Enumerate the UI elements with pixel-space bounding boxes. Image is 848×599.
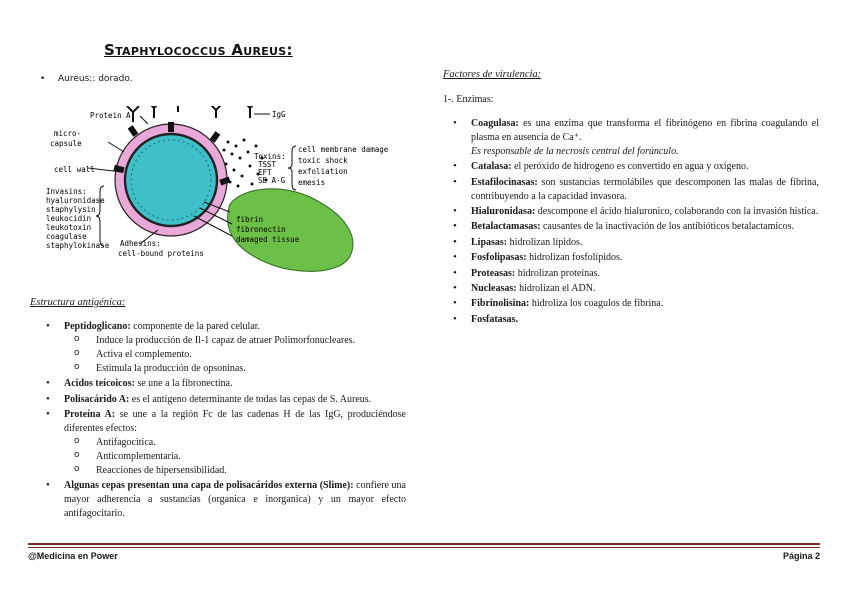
list-item — [453, 251, 819, 265]
term: Betalactamasas: — [471, 221, 541, 233]
italic-note: Es responsable de la necrosis central del forúnculo. — [471, 145, 679, 157]
label-toxins-2: EFT — [258, 168, 272, 177]
footer-page-number: Página 2 — [782, 551, 820, 561]
label-toxins-3: SE A-G — [258, 176, 286, 185]
term: Nucleasas: — [471, 282, 517, 294]
label-protein-a: Protein A — [90, 111, 131, 120]
staphylococcus-diagram — [44, 106, 400, 282]
label-invasins-3: leukocidin — [46, 214, 92, 223]
label-fibrin-2: damaged tissue — [236, 235, 300, 244]
term: Proteasas: — [471, 267, 516, 279]
definition: se une a la región Fc de las cadenas H de las IgG, produciéndose diferentes efectos: — [64, 408, 406, 434]
term: Hialuronidasa: — [471, 205, 536, 217]
cell-wall — [125, 134, 217, 226]
sub-list — [64, 436, 406, 478]
term: Peptidoglicano: — [64, 321, 131, 332]
definition: hidrolizan lípidos. — [507, 236, 583, 248]
sub-list-item: o Activa el complemento. — [64, 348, 406, 362]
list-item — [453, 220, 819, 234]
definition: es el antígeno determinante de todas las cepas de S. Aureus. — [129, 393, 372, 405]
term: Fosfolipasas: — [471, 252, 527, 264]
definition: hidrolizan fosfolípidos. — [526, 252, 623, 264]
term: Coagulasa: — [471, 118, 519, 129]
intro-bullet-text: Aureus:: dorado. — [58, 74, 133, 84]
sub-list-item: o Anticomplementaria. — [64, 450, 406, 464]
enzimas-subheading: 1-. Enzimas: — [443, 94, 494, 105]
term: Lipasas: — [471, 236, 508, 248]
list-item — [46, 408, 406, 478]
list-item — [453, 176, 819, 204]
term: Polisacárido A: — [64, 393, 130, 405]
definition: hidroliza los coagulos de fibrina. — [529, 298, 664, 310]
label-effects-2: exfoliation — [298, 167, 348, 176]
term: Algunas cepas presentan una capa de polisacáridos externa (Slime): — [64, 479, 354, 491]
definition: confiere una mayor adherencia a sustancias (organica e inorganica) y un mayor efecto antifagocitario. — [64, 479, 406, 519]
list-item — [453, 267, 819, 281]
definition: son sustancias termolábiles que descomponen las malas de fibrina, contribuyendo a la capacidad invasora. — [471, 176, 819, 202]
label-adhesins-1: cell-bound proteins — [118, 249, 204, 258]
label-invasins-4: leukotoxin — [46, 223, 92, 232]
label-invasins-5: coagulase — [46, 232, 87, 241]
term: Catalasa: — [471, 161, 512, 173]
sub-list — [64, 334, 406, 376]
bullet-dot: • — [40, 74, 46, 84]
term: Fibrinolisina: — [471, 298, 530, 310]
definition: descompone el ácido hialuronico, colaborando con la invasión histica. — [535, 205, 819, 217]
list-item — [46, 393, 406, 407]
list-item — [453, 117, 819, 159]
enzimas-list — [453, 117, 819, 328]
definition: es una enzima que transforma el fibrinógeno en fibrina coagulando el plasma en ausencia de Ca⁺. — [471, 118, 819, 143]
definition: hidrolizan proteínas. — [515, 267, 600, 279]
label-fibrin-1: fibronectin — [236, 225, 286, 234]
term: Acidos teícoicos: — [64, 378, 135, 390]
label-effects-0: cell membrane damage — [298, 145, 389, 154]
label-effects-1: toxic shock — [298, 156, 348, 165]
label-invasins-1: hyaluronidase — [46, 196, 105, 205]
definition: causantes de la inactivación de los antibióticos betalactamicos. — [540, 221, 794, 233]
label-toxins-1: TSST — [258, 160, 277, 169]
footer-author: @Medicina en Power — [28, 551, 118, 561]
term: Fosfatasas. — [471, 313, 518, 325]
list-item — [46, 320, 406, 376]
label-toxins-0: Toxins: — [254, 152, 286, 161]
label-invasins-2: staphylysin — [46, 205, 96, 214]
list-item — [453, 236, 819, 250]
label-microcapsule-2: capsule — [50, 139, 82, 148]
term: Proteína A: — [64, 408, 116, 420]
sub-list-item: o Estimula la producción de opsoninas. — [64, 362, 406, 376]
sub-list-item: o Reacciones de hipersensibilidad. — [64, 464, 406, 478]
label-adhesins-0: Adhesins: — [120, 239, 161, 248]
definition: se une a la fibronectina. — [134, 378, 233, 390]
estructura-list — [46, 320, 406, 522]
sub-list-item: o Induce la producción de Il-1 capaz de atraer Polimorfonucleares. — [64, 334, 406, 348]
label-igg: IgG — [272, 110, 286, 119]
label-invasins-0: Invasins: — [46, 187, 87, 196]
list-item — [453, 313, 819, 327]
label-microcapsule-1: micro- — [54, 129, 82, 138]
definition: componente de la pared celular. — [130, 321, 261, 332]
definition: el peróxido de hidrogeno es convertido en agua y oxígeno. — [511, 161, 749, 173]
list-item — [453, 160, 819, 174]
section-heading-factores: Factores de virulencia: — [443, 69, 542, 80]
footer-divider-thin — [28, 547, 820, 548]
section-heading-estructura: Estructura antigénica: — [30, 297, 126, 308]
label-effects-3: emesis — [298, 178, 326, 187]
intro-bullet — [40, 74, 133, 84]
list-item — [453, 297, 819, 311]
list-item — [453, 205, 819, 219]
label-invasins-6: staphylokinase — [46, 241, 110, 250]
list-item — [453, 282, 819, 296]
footer-divider — [28, 543, 820, 545]
label-fibrin-0: fibrin — [236, 215, 264, 224]
list-item — [46, 479, 406, 521]
term: Estafilocinasas: — [471, 176, 538, 188]
list-item — [46, 377, 406, 391]
definition: hidrolizan el ADN. — [516, 282, 596, 294]
label-cell-wall: cell wall — [54, 165, 95, 174]
sub-list-item: o Antifagocitica. — [64, 436, 406, 450]
page-title: Staphylococcus Aureus: — [104, 41, 293, 59]
